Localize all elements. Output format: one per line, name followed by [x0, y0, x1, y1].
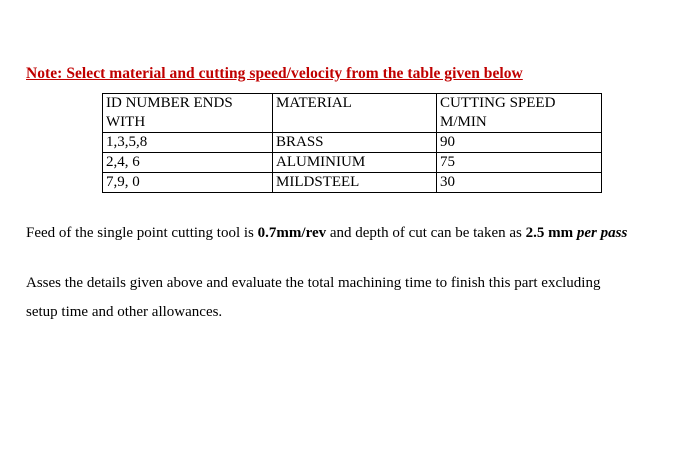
cell-material: MILDSTEEL — [273, 173, 437, 193]
cell-id-number: 7,9, 0 — [103, 173, 273, 193]
depth-value: 2.5 mm — [525, 225, 574, 241]
per-pass-text: per pass — [576, 225, 628, 241]
header-id-number: ID NUMBER ENDS WITH — [103, 94, 273, 133]
cell-id-number: 2,4, 6 — [103, 153, 273, 173]
cell-cutting-speed: 75 — [437, 153, 602, 173]
cell-id-number: 1,3,5,8 — [103, 133, 273, 153]
header-cutting-speed: CUTTING SPEED M/MIN — [437, 94, 602, 133]
table-row — [103, 153, 602, 173]
note-heading: Note: Select material and cutting speed/velocity from the table given below — [26, 65, 523, 82]
cell-cutting-speed: 90 — [437, 133, 602, 153]
header-material: MATERIAL — [273, 94, 437, 133]
feed-paragraph — [26, 223, 676, 243]
table-row — [103, 173, 602, 193]
feed-text-start: Feed of the single point cutting tool is — [26, 225, 258, 241]
feed-text-middle: and depth of cut can be taken as — [326, 225, 526, 241]
table-row — [103, 133, 602, 153]
cell-material: ALUMINIUM — [273, 153, 437, 173]
table-header-row — [103, 94, 602, 133]
task-line-2: setup time and other allowances. — [26, 304, 223, 320]
cell-cutting-speed: 30 — [437, 173, 602, 193]
task-line-1: Asses the details given above and evaluate the total machining time to finish this part excluding — [26, 275, 601, 291]
cell-material: BRASS — [273, 133, 437, 153]
cutting-speed-table — [102, 93, 602, 193]
feed-value: 0.7mm/rev — [257, 225, 327, 241]
